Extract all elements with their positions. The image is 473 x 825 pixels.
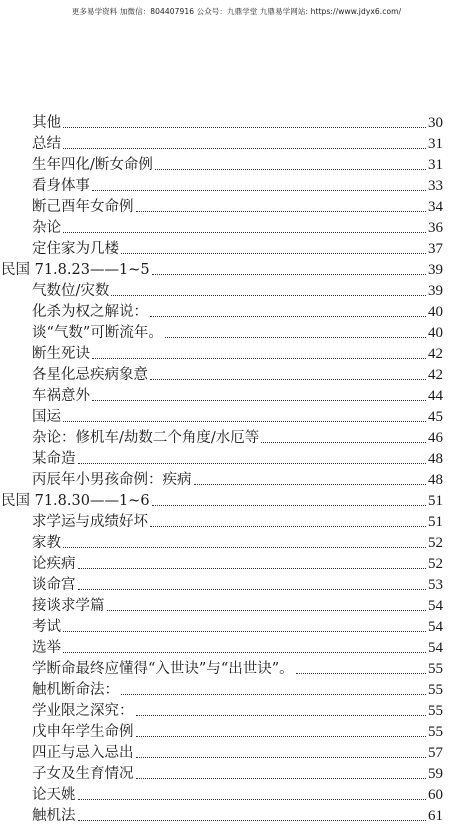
dot-leader [150, 526, 426, 527]
toc-entry[interactable] [32, 216, 443, 237]
toc-entry-title: 四正与忌入忌出 [32, 745, 134, 761]
dot-leader [63, 547, 426, 548]
toc-entry-page-number: 36 [428, 220, 443, 236]
dot-leader [150, 316, 426, 317]
toc-section-entry[interactable] [1, 489, 443, 510]
toc-entry-page-number: 40 [428, 325, 443, 341]
dot-leader [296, 673, 426, 674]
toc-entry-title: 接谈求学篇 [32, 598, 105, 614]
toc-entry-page-number: 60 [428, 787, 443, 803]
toc-entry-title: 戊申年学生命例 [32, 724, 134, 740]
toc-entry[interactable] [32, 468, 443, 489]
toc-entry-title: 论天姚 [32, 787, 76, 803]
dot-leader [78, 799, 427, 800]
toc-entry[interactable] [32, 573, 443, 594]
dot-leader [155, 169, 426, 170]
dot-leader [63, 232, 426, 233]
toc-entry-title: 家教 [32, 535, 61, 551]
toc-entry-title: 谈命宫 [32, 577, 76, 593]
toc-entry-title: 选举 [32, 640, 61, 656]
toc-entry-title: 杂论：修机车/劫数二个角度/水厄等 [32, 430, 260, 446]
toc-entry[interactable] [32, 384, 443, 405]
toc-entry[interactable] [32, 132, 443, 153]
dot-leader [92, 190, 426, 191]
toc-entry[interactable] [32, 300, 443, 321]
toc-entry[interactable] [32, 783, 443, 804]
toc-section-entry[interactable] [1, 258, 443, 279]
toc-entry-title: 断生死诀 [32, 346, 90, 362]
toc-entry[interactable] [32, 111, 443, 132]
toc-entry-page-number: 54 [428, 640, 443, 656]
toc-entry[interactable] [32, 762, 443, 783]
toc-entry-page-number: 31 [428, 157, 443, 173]
dot-leader [150, 379, 426, 380]
toc-entry-title: 各星化忌疾病象意 [32, 367, 148, 383]
dot-leader [63, 631, 426, 632]
toc-entry-title: 民国 71.8.23——1~5 [1, 262, 150, 278]
toc-entry[interactable] [32, 447, 443, 468]
toc-entry-title: 总结 [32, 136, 61, 152]
toc-entry-title: 气数位/灾数 [32, 283, 110, 299]
toc-entry[interactable] [32, 153, 443, 174]
dot-leader [194, 484, 427, 485]
toc-entry-page-number: 55 [428, 682, 443, 698]
toc-entry-page-number: 40 [428, 304, 443, 320]
toc-entry-page-number: 39 [428, 262, 443, 278]
dot-leader [78, 463, 427, 464]
toc-entry[interactable] [32, 237, 443, 258]
toc-entry-page-number: 53 [428, 577, 443, 593]
toc-entry-title: 国运 [32, 409, 61, 425]
toc-entry-page-number: 48 [428, 451, 443, 467]
page-header-watermark: 更多易学资料 加微信：804407916 公众号：九鼎学堂 九鼎易学网站: https://www.jdyx6.com/ [71, 7, 402, 16]
dot-leader [121, 694, 426, 695]
toc-entry[interactable] [32, 699, 443, 720]
toc-entry[interactable] [32, 321, 443, 342]
dot-leader [136, 211, 427, 212]
toc-entry-title: 生年四化/断女命例 [32, 157, 153, 173]
toc-entry[interactable] [32, 636, 443, 657]
toc-entry[interactable] [32, 279, 443, 300]
toc-entry-page-number: 57 [428, 745, 443, 761]
toc-entry-page-number: 52 [428, 535, 443, 551]
toc-entry-page-number: 54 [428, 619, 443, 635]
toc-entry[interactable] [32, 363, 443, 384]
toc-entry[interactable] [32, 510, 443, 531]
toc-entry-page-number: 45 [428, 409, 443, 425]
toc-entry-page-number: 55 [428, 661, 443, 677]
dot-leader [261, 442, 426, 443]
toc-entry-title: 断己酉年女命例 [32, 199, 134, 215]
toc-entry-page-number: 59 [428, 766, 443, 782]
toc-entry-title: 求学运与成绩好坏 [32, 514, 148, 530]
toc-entry-page-number: 42 [428, 346, 443, 362]
dot-leader [136, 757, 427, 758]
toc-entry[interactable] [32, 615, 443, 636]
dot-leader [92, 358, 426, 359]
dot-leader [63, 127, 426, 128]
toc-entry-page-number: 30 [428, 115, 443, 131]
toc-entry-page-number: 55 [428, 724, 443, 740]
toc-entry-page-number: 42 [428, 367, 443, 383]
toc-entry[interactable] [32, 342, 443, 363]
toc-entry[interactable] [32, 552, 443, 573]
toc-entry-title: 谈“气数”可断流年。 [32, 325, 163, 341]
toc-entry[interactable] [32, 720, 443, 741]
toc-entry[interactable] [32, 804, 443, 825]
toc-entry-page-number: 61 [428, 808, 443, 824]
toc-entry[interactable] [32, 195, 443, 216]
toc-entry-title: 考试 [32, 619, 61, 635]
toc-entry-page-number: 44 [428, 388, 443, 404]
dot-leader [165, 337, 426, 338]
dot-leader [152, 505, 426, 506]
toc-entry-title: 定住家为几楼 [32, 241, 119, 257]
toc-entry-page-number: 33 [428, 178, 443, 194]
toc-entry-title: 杂论 [32, 220, 61, 236]
dot-leader [63, 421, 426, 422]
toc-entry[interactable] [32, 594, 443, 615]
toc-entry-title: 某命造 [32, 451, 76, 467]
dot-leader [111, 295, 426, 296]
toc-entry[interactable] [32, 405, 443, 426]
toc-entry-title: 车祸意外 [32, 388, 90, 404]
toc-entry-title: 化杀为权之解说： [32, 304, 148, 320]
toc-entry[interactable] [32, 657, 443, 678]
toc-entry-page-number: 34 [428, 199, 443, 215]
toc-entry-page-number: 52 [428, 556, 443, 572]
toc-entry-page-number: 54 [428, 598, 443, 614]
toc-entry-title: 触机法 [32, 808, 76, 824]
toc-entry-page-number: 31 [428, 136, 443, 152]
toc-entry-page-number: 48 [428, 472, 443, 488]
dot-leader [63, 652, 426, 653]
toc-entry-title: 子女及生育情况 [32, 766, 134, 782]
dot-leader [152, 274, 426, 275]
toc-entry-title: 其他 [32, 115, 61, 131]
dot-leader [63, 148, 426, 149]
dot-leader [136, 736, 427, 737]
dot-leader [92, 400, 426, 401]
dot-leader [78, 589, 427, 590]
toc-entry-title: 触机断命法： [32, 682, 119, 698]
toc-entry-title: 看身体事 [32, 178, 90, 194]
toc-entry[interactable] [32, 426, 443, 447]
dot-leader [136, 778, 427, 779]
toc-entry-title: 丙辰年小男孩命例：疾病 [32, 472, 192, 488]
dot-leader [121, 253, 426, 254]
toc-entry[interactable] [32, 174, 443, 195]
toc-entry-page-number: 46 [428, 430, 443, 446]
toc-entry-title: 论疾病 [32, 556, 76, 572]
toc-entry-page-number: 51 [428, 514, 443, 530]
toc-entry-page-number: 39 [428, 283, 443, 299]
dot-leader [78, 820, 427, 821]
toc-entry-title: 民国 71.8.30——1~6 [1, 493, 150, 509]
dot-leader [136, 715, 427, 716]
dot-leader [78, 568, 427, 569]
toc-entry[interactable] [32, 741, 443, 762]
toc-entry-page-number: 37 [428, 241, 443, 257]
toc-entry-page-number: 51 [428, 493, 443, 509]
toc-entry-page-number: 55 [428, 703, 443, 719]
toc-entry-title: 学业限之深究： [32, 703, 134, 719]
dot-leader [107, 610, 427, 611]
toc-entry[interactable] [32, 678, 443, 699]
toc-entry[interactable] [32, 531, 443, 552]
toc-entry-title: 学断命最终应懂得“入世诀”与“出世诀”。 [32, 661, 294, 677]
